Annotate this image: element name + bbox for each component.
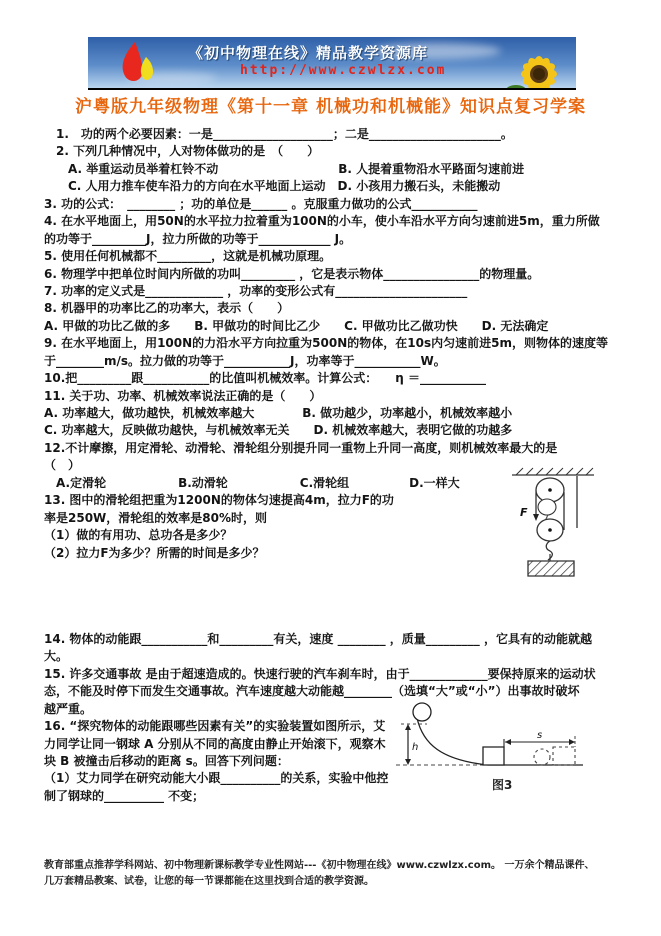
force-label: F — [520, 506, 528, 519]
movable-pulley-axle — [548, 528, 552, 532]
worksheet-line: 1. 功的两个必要因素：一是____________________；二是______________________。 — [56, 127, 513, 141]
page-footer — [44, 858, 624, 890]
ramp-figure — [393, 702, 585, 776]
height-label: h — [412, 742, 419, 753]
ceiling-hatch — [516, 468, 593, 475]
worksheet-line: 7. 功率的定义式是_____________ ，功率的变形公式有______________________ — [44, 283, 468, 298]
worksheet-line: 13. 图中的滑轮组把重为1200N的物体匀速提高4m，拉力F的功 — [44, 493, 394, 508]
hook — [546, 541, 552, 560]
worksheet-line: A. 举重运动员举着杠铃不动 B. 人提着重物沿水平路面匀速前进 — [56, 161, 525, 176]
worksheet-line: 4. 在水平地面上，用50N的水平拉力拉着重为100N的小车，使小车沿水平方向匀速前进5m，重力所做 — [44, 214, 600, 229]
worksheet-line: 力同学让同一钢球 A 分别从不同的高度由静止开始滚下，观察木 — [44, 736, 386, 751]
pulley-drum-face — [538, 499, 556, 515]
site-logo-flame-icon — [116, 40, 158, 85]
load-block — [528, 561, 574, 576]
pulley-figure — [500, 466, 604, 580]
worksheet-line: C. 人用力推车使车沿力的方向在水平地面上运动 D. 小孩用力搬石头，未能搬动 — [56, 179, 501, 194]
worksheet-line: 11. 关于功、功率、机械效率说法正确的是（ ） — [44, 388, 322, 403]
height-arrowhead-bottom — [405, 759, 411, 765]
ramp-curve — [417, 718, 488, 765]
worksheet-line: 大。 — [44, 649, 69, 664]
worksheet-line: 态，不能及时停下而发生交通事故。汽车速度越大动能越________（选填“大”或“小”）出事故时破坏 — [44, 684, 580, 699]
banner-site-name: 《初中物理在线》精品教学资源库 — [188, 44, 429, 62]
worksheet-line: A. 功率越大，做功越快，机械效率越大 B. 做功越少，功率越小，机械效率越小 — [44, 406, 513, 420]
distance-arrowhead-right — [569, 739, 575, 745]
wood-block — [483, 747, 504, 765]
worksheet-line: 的功等于_________J，拉力所做的功等于____________ J。 — [44, 231, 352, 246]
height-arrowhead-top — [405, 724, 411, 730]
worksheet-line: 块 B 被撞击后移动的距离 s。回答下列问题： — [44, 754, 289, 768]
worksheet-line: 8. 机器甲的功率比乙的功率大，表示（ ） — [44, 301, 290, 316]
worksheet-line: 2. 下列几种情况中，人对物体做功的是 （ ） — [56, 144, 320, 159]
worksheet-line: 制了钢球的__________ 不变； — [44, 788, 205, 803]
page-title: 沪粤版九年级物理《第十一章 机械功和机械能》知识点复习学案 — [75, 97, 586, 117]
fixed-pulley-axle — [548, 488, 552, 492]
figure3-caption: 图3 — [492, 778, 513, 792]
worksheet-line: C. 功率越大，反映做功越快，与机械效率无关 D. 机械效率越大，表明它做的功越多 — [44, 423, 513, 438]
steel-ball-final — [534, 749, 550, 765]
worksheet-line: （1）做的有用功、总功各是多少？ — [44, 528, 233, 543]
worksheet-line: 5. 使用任何机械都不_________，这就是机械功原理。 — [44, 249, 332, 264]
worksheet-line: 率是250W，滑轮组的效率是80%时，则 — [44, 510, 268, 525]
worksheet-line: 16. “探究物体的动能跟哪些因素有关”的实验装置如图所示，艾 — [44, 719, 386, 734]
wood-block-final — [553, 747, 575, 765]
distance-arrowhead-left — [505, 739, 511, 745]
worksheet-line: （2）拉力F为多少？所需的时间是多少？ — [44, 545, 265, 560]
worksheet-line: 越严重。 — [44, 701, 93, 716]
steel-ball — [413, 703, 431, 721]
worksheet-line: 3. 功的公式： ________ ；功的单位是______ 。克服重力做功的公式___________ — [44, 196, 478, 211]
worksheet-line: （1）艾力同学在研究动能大小跟__________的关系，实验中他控 — [44, 771, 389, 786]
distance-label: s — [537, 730, 543, 741]
worksheet-line: 14. 物体的动能跟___________和_________有关，速度 ________ ，质量_________ ，它具有的动能就越 — [44, 631, 592, 646]
worksheet-line: 12.不计摩擦，用定滑轮、动滑轮、滑轮组分别提升同一重物上升同一高度，则机械效率最大的是 — [44, 440, 558, 455]
worksheet-line: 9. 在水平地面上，用100N的力沿水平方向拉重为500N的物体，在10s内匀速前进5m，则物体的速度等 — [44, 336, 608, 351]
sunflower-icon — [504, 44, 574, 90]
worksheet-line: 15. 许多交通事故 是由于超速造成的。快速行驶的汽车刹车时，由于_____________要保持原来的运动状 — [44, 666, 596, 681]
worksheet-line: 10.把_________跟___________的比值叫机械效率。计算公式： η ＝___________ — [44, 371, 486, 386]
worksheet-line: 于________m/s。拉力做的功等于___________J，功率等于___________W。 — [44, 353, 446, 368]
banner-site-url[interactable]: http://www.czwlzx.com — [240, 63, 447, 78]
worksheet-line: A. 甲做的功比乙做的多 B. 甲做功的时间比乙少 C. 甲做功比乙做功快 D. 无法确定 — [44, 318, 549, 333]
worksheet-line: 6. 物理学中把单位时间内所做的功叫_________ ，它是表示物体________________的物理量。 — [44, 266, 540, 281]
force-arrowhead — [533, 514, 539, 521]
footer-line2: 几万套精品教案、试卷，让您的每一节课都能在这里找到合适的教学资源。 — [44, 876, 374, 887]
worksheet-line: （ ） — [44, 458, 81, 473]
site-banner — [88, 37, 576, 90]
worksheet-line: A.定滑轮 B.动滑轮 C.滑轮组 D.一样大 — [44, 475, 460, 490]
footer-line1: 教育部重点推荐学科网站、初中物理新课标教学专业性网站---《初中物理在线》www.czwlzx.com。 一万余个精品课件、 — [44, 860, 595, 871]
